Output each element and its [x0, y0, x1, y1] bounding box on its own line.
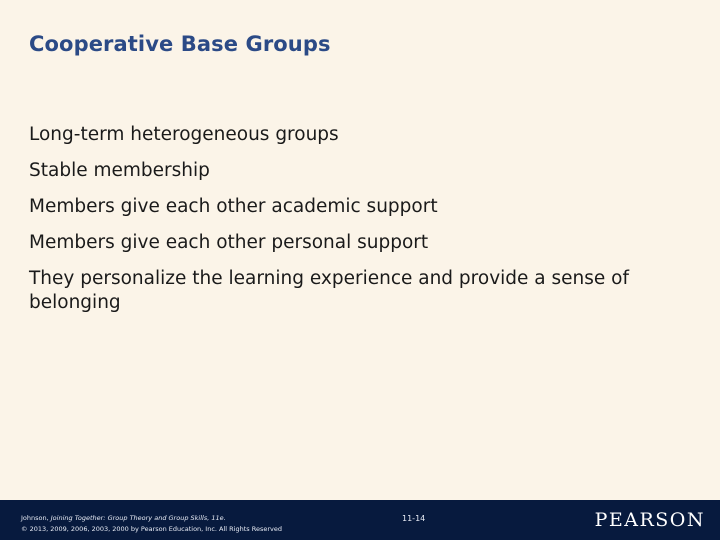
footer-bar: [0, 500, 720, 540]
citation-author: Johnson,: [21, 514, 49, 522]
citation-copyright: © 2013, 2009, 2006, 2003, 2000 by Pearson Education, Inc. All Rights Reserved: [21, 525, 282, 533]
bullet-item: Stable membership: [29, 160, 210, 181]
bullet-item: They personalize the learning experience and provide a sense of belonging: [29, 268, 629, 313]
footer-citation: [21, 513, 282, 535]
bullet-item: Members give each other personal support: [29, 232, 429, 253]
bullet-item: Long-term heterogeneous groups: [29, 124, 339, 145]
citation-line-1: [21, 513, 282, 524]
citation-title: Joining Together: Group Theory and Group Skills, 11e.: [50, 514, 226, 522]
bullet-list: [29, 123, 679, 327]
page-number: 11-14: [402, 514, 426, 523]
bullet-item: Members give each other academic support: [29, 196, 438, 217]
pearson-logo: PEARSON: [594, 509, 705, 531]
slide-title: Cooperative Base Groups: [29, 32, 331, 56]
